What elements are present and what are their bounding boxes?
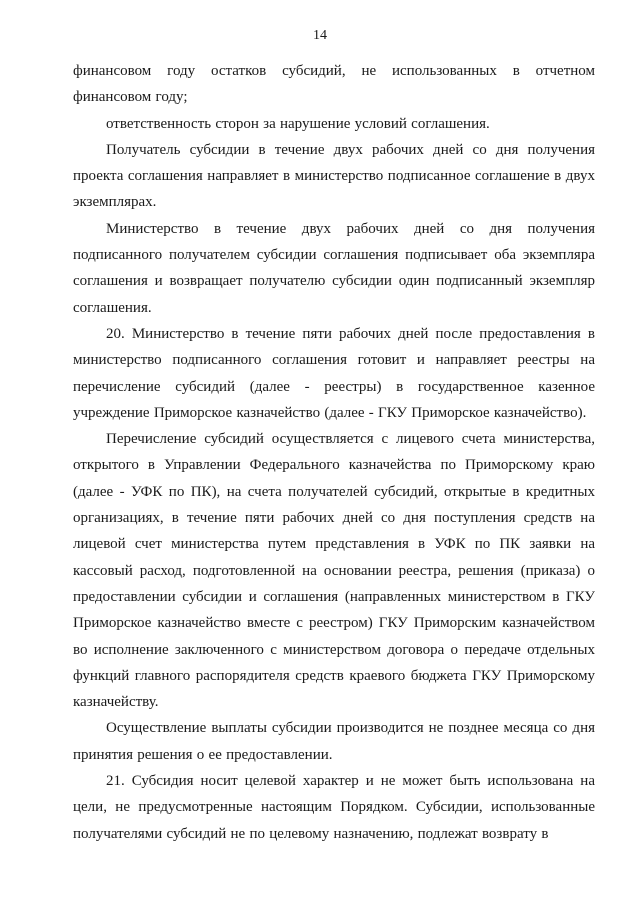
- paragraph-continuation: финансовом году остатков субсидий, не использованных в отчетном финансовом году;: [73, 63, 595, 106]
- paragraph-clause-20: 20. Министерство в течение пяти рабочих дней после предоставления в министерство подписанного соглашения готовит и направляет реестры на перечисление субсидий (далее - реестры) в государственное казенное учреждение Приморское казначейство (далее - ГКУ Приморское казначейство).: [73, 325, 595, 421]
- paragraph: Получатель субсидии в течение двух рабочих дней со дня получения проекта соглашения направляет в министерство подписанное соглашение в двух экземплярах.: [73, 141, 595, 211]
- paragraph: Министерство в течение двух рабочих дней со дня получения подписанного получателем субсидии соглашения подписывает оба экземпляра соглашения и возвращает получателю субсидии один подписанный экземпляр соглашения.: [73, 220, 595, 316]
- document-body: [73, 58, 595, 847]
- page-number: 14: [313, 28, 327, 43]
- paragraph: Перечисление субсидий осуществляется с лицевого счета министерства, открытого в Управлении Федерального казначейства по Приморскому краю (далее - УФК по ПК), на счета получателей субсидий, открытые в кредитных организациях, в течение пяти рабочих дней со дня поступления средств на лицевой счет министерства путем представления в УФК по ПК заявки на кассовый расход, подготовленной на основании реестра, решения (приказа) о предоставлении субсидии и соглашения (направленных министерством в ГКУ Приморское казначейство вместе с реестром) ГКУ Приморским казначейством во исполнение заключенного с министерством договора о передаче отдельных функций главного распорядителя средств краевого бюджета ГКУ Приморскому казначейству.: [73, 431, 595, 711]
- paragraph-clause-21: 21. Субсидия носит целевой характер и не может быть использована на цели, не предусмотренные настоящим Порядком. Субсидии, использованные получателями субсидий не по целевому назначению, подлежат возврату в: [73, 773, 595, 842]
- paragraph: ответственность сторон за нарушение условий соглашения.: [106, 115, 490, 132]
- paragraph: Осуществление выплаты субсидии производится не позднее месяца со дня принятия решения о ее предоставлении.: [73, 720, 595, 763]
